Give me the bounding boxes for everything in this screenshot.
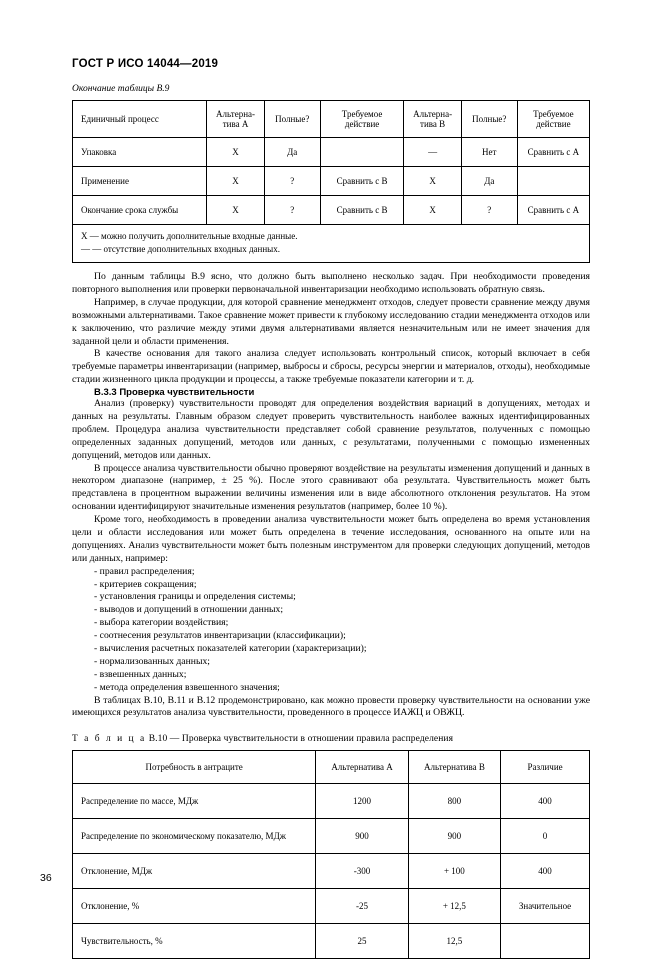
table-b10-header-diff: Различие <box>501 751 590 784</box>
cell-alt-b: 900 <box>408 819 500 854</box>
cell-process: Упаковка <box>73 138 207 167</box>
table-b9-header-process: Единичный процесс <box>73 101 207 138</box>
cell-alt-b: + 12,5 <box>408 889 500 924</box>
table-b9-header-alt-a <box>207 101 264 138</box>
paragraph-6: Кроме того, необходимость в проведении анализа чувствительности может быть определена во время установления цели и области исследования или может быть определена в течение исследования, основанного на опыте или на допущениях. Анализ чувствительности может быть полезным инструментом для проверки следующих допущений, методов или данных, например: <box>72 514 590 564</box>
paragraph-7: В таблицах В.10, В.11 и В.12 продемонстрировано, как можно провести проверку чувствительности на основании уже имеющихся результатов анализа чувствительности, проведенного в процессе ИАЖЦ и ОВЖЦ. <box>72 694 590 719</box>
cell-complete-b: Нет <box>461 138 517 167</box>
table-b9-note <box>73 225 590 263</box>
header-action-a-line1: Требуемое <box>341 108 383 119</box>
header-alt-b-line2: тива В <box>420 119 446 129</box>
cell-label: Отклонение, % <box>73 889 316 924</box>
cell-alt-b: 800 <box>408 784 500 819</box>
list-item: - правил распределения; <box>94 565 195 577</box>
table-b10 <box>72 750 590 959</box>
list-item: - выбора категории воздействия; <box>94 617 229 629</box>
cell-action-b: Сравнить с А <box>517 196 589 225</box>
cell-complete-b: Да <box>461 167 517 196</box>
cell-alt-b: + 100 <box>408 854 500 889</box>
header-action-b-line1: Требуемое <box>533 108 574 119</box>
cell-process: Применение <box>73 167 207 196</box>
cell-label: Распределение по массе, МДж <box>73 784 316 819</box>
list-item: - нормализованных данных; <box>94 655 210 667</box>
cell-diff: 0 <box>501 819 590 854</box>
header-alt-b-line1: Альтерна- <box>413 108 453 119</box>
cell-complete-b: ? <box>461 196 517 225</box>
note-line-1: X — можно получить дополнительные входные данные. <box>81 231 298 241</box>
table-b10-title <box>72 734 590 744</box>
table-row <box>73 101 590 138</box>
cell-alt-b: X <box>404 196 461 225</box>
body-text <box>72 271 590 720</box>
cell-alt-a: X <box>207 167 264 196</box>
cell-alt-a: 1200 <box>316 784 408 819</box>
cell-action-a: Сравнить с В <box>320 196 404 225</box>
header-alt-a-line1: Альтерна- <box>216 108 256 119</box>
paragraph-3: В качестве основания для такого анализа следует использовать контрольный список, который включает в себя требуемые параметры инвентаризации (например, выбросы и сбросы, ресурсы энергии и материалов, отходы), необходимые стадии жизненного цикла продукции и процессы, а также требуемые показатели категории и т. д. <box>72 348 590 386</box>
table-row <box>73 138 590 167</box>
table-b9-header-action-b <box>517 101 589 138</box>
list-item: - выводов и допущений в отношении данных; <box>94 604 284 616</box>
paragraph-5: В процессе анализа чувствительности обычно проверяют воздействие на результаты изменения допущений и данных в некотором диапазоне (например, ± 25 %). После этого сравнивают оба результата. Чувствительность может быть представлена в процентном выражении величины изменения или в виде абсолютного отклонения результатов. На этом основании идентифицируют значительные изменения результатов (например, более 10 %). <box>72 462 590 513</box>
cell-complete-a: ? <box>264 196 320 225</box>
table-b9-header-alt-b <box>404 101 461 138</box>
page-header: ГОСТ Р ИСО 14044—2019 <box>72 58 219 70</box>
section-heading-b33: В.3.3 Проверка чувствительности <box>94 387 255 399</box>
cell-process: Окончание срока службы <box>73 196 207 225</box>
cell-action-b <box>517 167 589 196</box>
table-row <box>73 784 590 819</box>
table-b9-header-complete-a: Полные? <box>264 101 320 138</box>
table-row <box>73 924 590 959</box>
cell-alt-a: 900 <box>316 819 408 854</box>
cell-diff: 400 <box>501 784 590 819</box>
list-item: - установления границы и определения системы; <box>94 591 296 603</box>
cell-action-b: Сравнить с А <box>517 138 589 167</box>
table-b9 <box>72 100 590 263</box>
cell-alt-b: X <box>404 167 461 196</box>
paragraph-1: По данным таблицы В.9 ясно, что должно быть выполнено несколько задач. При необходимости проведения повторного выполнения или проверки первоначальной инвентаризации необходимо использовать обратную связь. <box>72 271 590 295</box>
cell-label: Чувствительность, % <box>73 924 316 959</box>
table-b9-header-complete-b: Полные? <box>461 101 517 138</box>
cell-action-a: Сравнить с В <box>320 167 404 196</box>
list-item: - взвешенных данных; <box>94 668 187 680</box>
table-row <box>73 819 590 854</box>
cell-label: Распределение по экономическому показателю, МДж <box>73 819 316 854</box>
page-number: 36 <box>40 872 52 884</box>
cell-alt-a: X <box>207 196 264 225</box>
cell-label: Отклонение, МДж <box>73 854 316 889</box>
cell-alt-a: 25 <box>316 924 408 959</box>
table-row <box>73 196 590 225</box>
header-alt-a-line2: тива А <box>222 119 249 129</box>
table-row <box>73 889 590 924</box>
table-row <box>73 854 590 889</box>
cell-alt-a: -25 <box>316 889 408 924</box>
cell-action-a <box>320 138 404 167</box>
cell-diff: Значительное <box>501 889 590 924</box>
cell-diff: 400 <box>501 854 590 889</box>
cell-complete-a: Да <box>264 138 320 167</box>
paragraph-4: Анализ (проверку) чувствительности проводят для определения воздействия вариаций в допущениях, методах и данных на результаты. Главным образом следует проверить чувствительность наиболее важных идентифицированных проблем. Процедура анализа чувствительности представляет собой сравнение результатов, полученных с помощью определенных заданных допущений, методов или данных, с результатами, полученными с помощью измененных допущений, методов или данных. <box>72 398 590 461</box>
header-action-b-line2: действие <box>536 119 571 129</box>
table-b9-caption: Окончание таблицы В.9 <box>72 84 170 94</box>
table-b10-header-need: Потребность в антраците <box>73 751 316 784</box>
header-action-a-line2: действие <box>344 119 380 129</box>
cell-complete-a: ? <box>264 167 320 196</box>
cell-alt-b: — <box>404 138 461 167</box>
table-row-note <box>73 225 590 263</box>
paragraph-2: Например, в случае продукции, для которой сравнение менеджмент отходов, следует провести сравнение между двумя возможными альтернативами. Такое сравнение может привести к глубокому исследованию стадии менеджмента отходов или к заключению, что различие между этими двумя альтернативами является незначительным или не имеет значения для заданной цели и области применения. <box>72 296 590 347</box>
list-item: - соотнесения результатов инвентаризации (классификации); <box>94 630 346 642</box>
cell-alt-b: 12,5 <box>408 924 500 959</box>
cell-diff <box>501 924 590 959</box>
note-line-2: — — отсутствие дополнительных входных данных. <box>81 244 280 255</box>
table-b10-header-alt-b: Альтернатива В <box>408 751 500 784</box>
list-item: - вычисления расчетных показателей категории (характеризации); <box>94 643 367 655</box>
table-row <box>73 751 590 784</box>
table-b10-header-alt-a: Альтернатива А <box>316 751 408 784</box>
table-b10-title-rest: В.10 — Проверка чувствительности в отношении правила распределения <box>148 734 454 745</box>
cell-alt-a: -300 <box>316 854 408 889</box>
table-b9-header-action-a <box>320 101 404 138</box>
table-row <box>73 167 590 196</box>
table-b10-title-prefix: Т а б л и ц а <box>72 734 147 745</box>
page-content <box>72 84 590 959</box>
list-item: - критериев сокращения; <box>94 578 197 590</box>
cell-alt-a: X <box>207 138 264 167</box>
list-item: - метода определения взвешенного значения; <box>94 681 280 693</box>
